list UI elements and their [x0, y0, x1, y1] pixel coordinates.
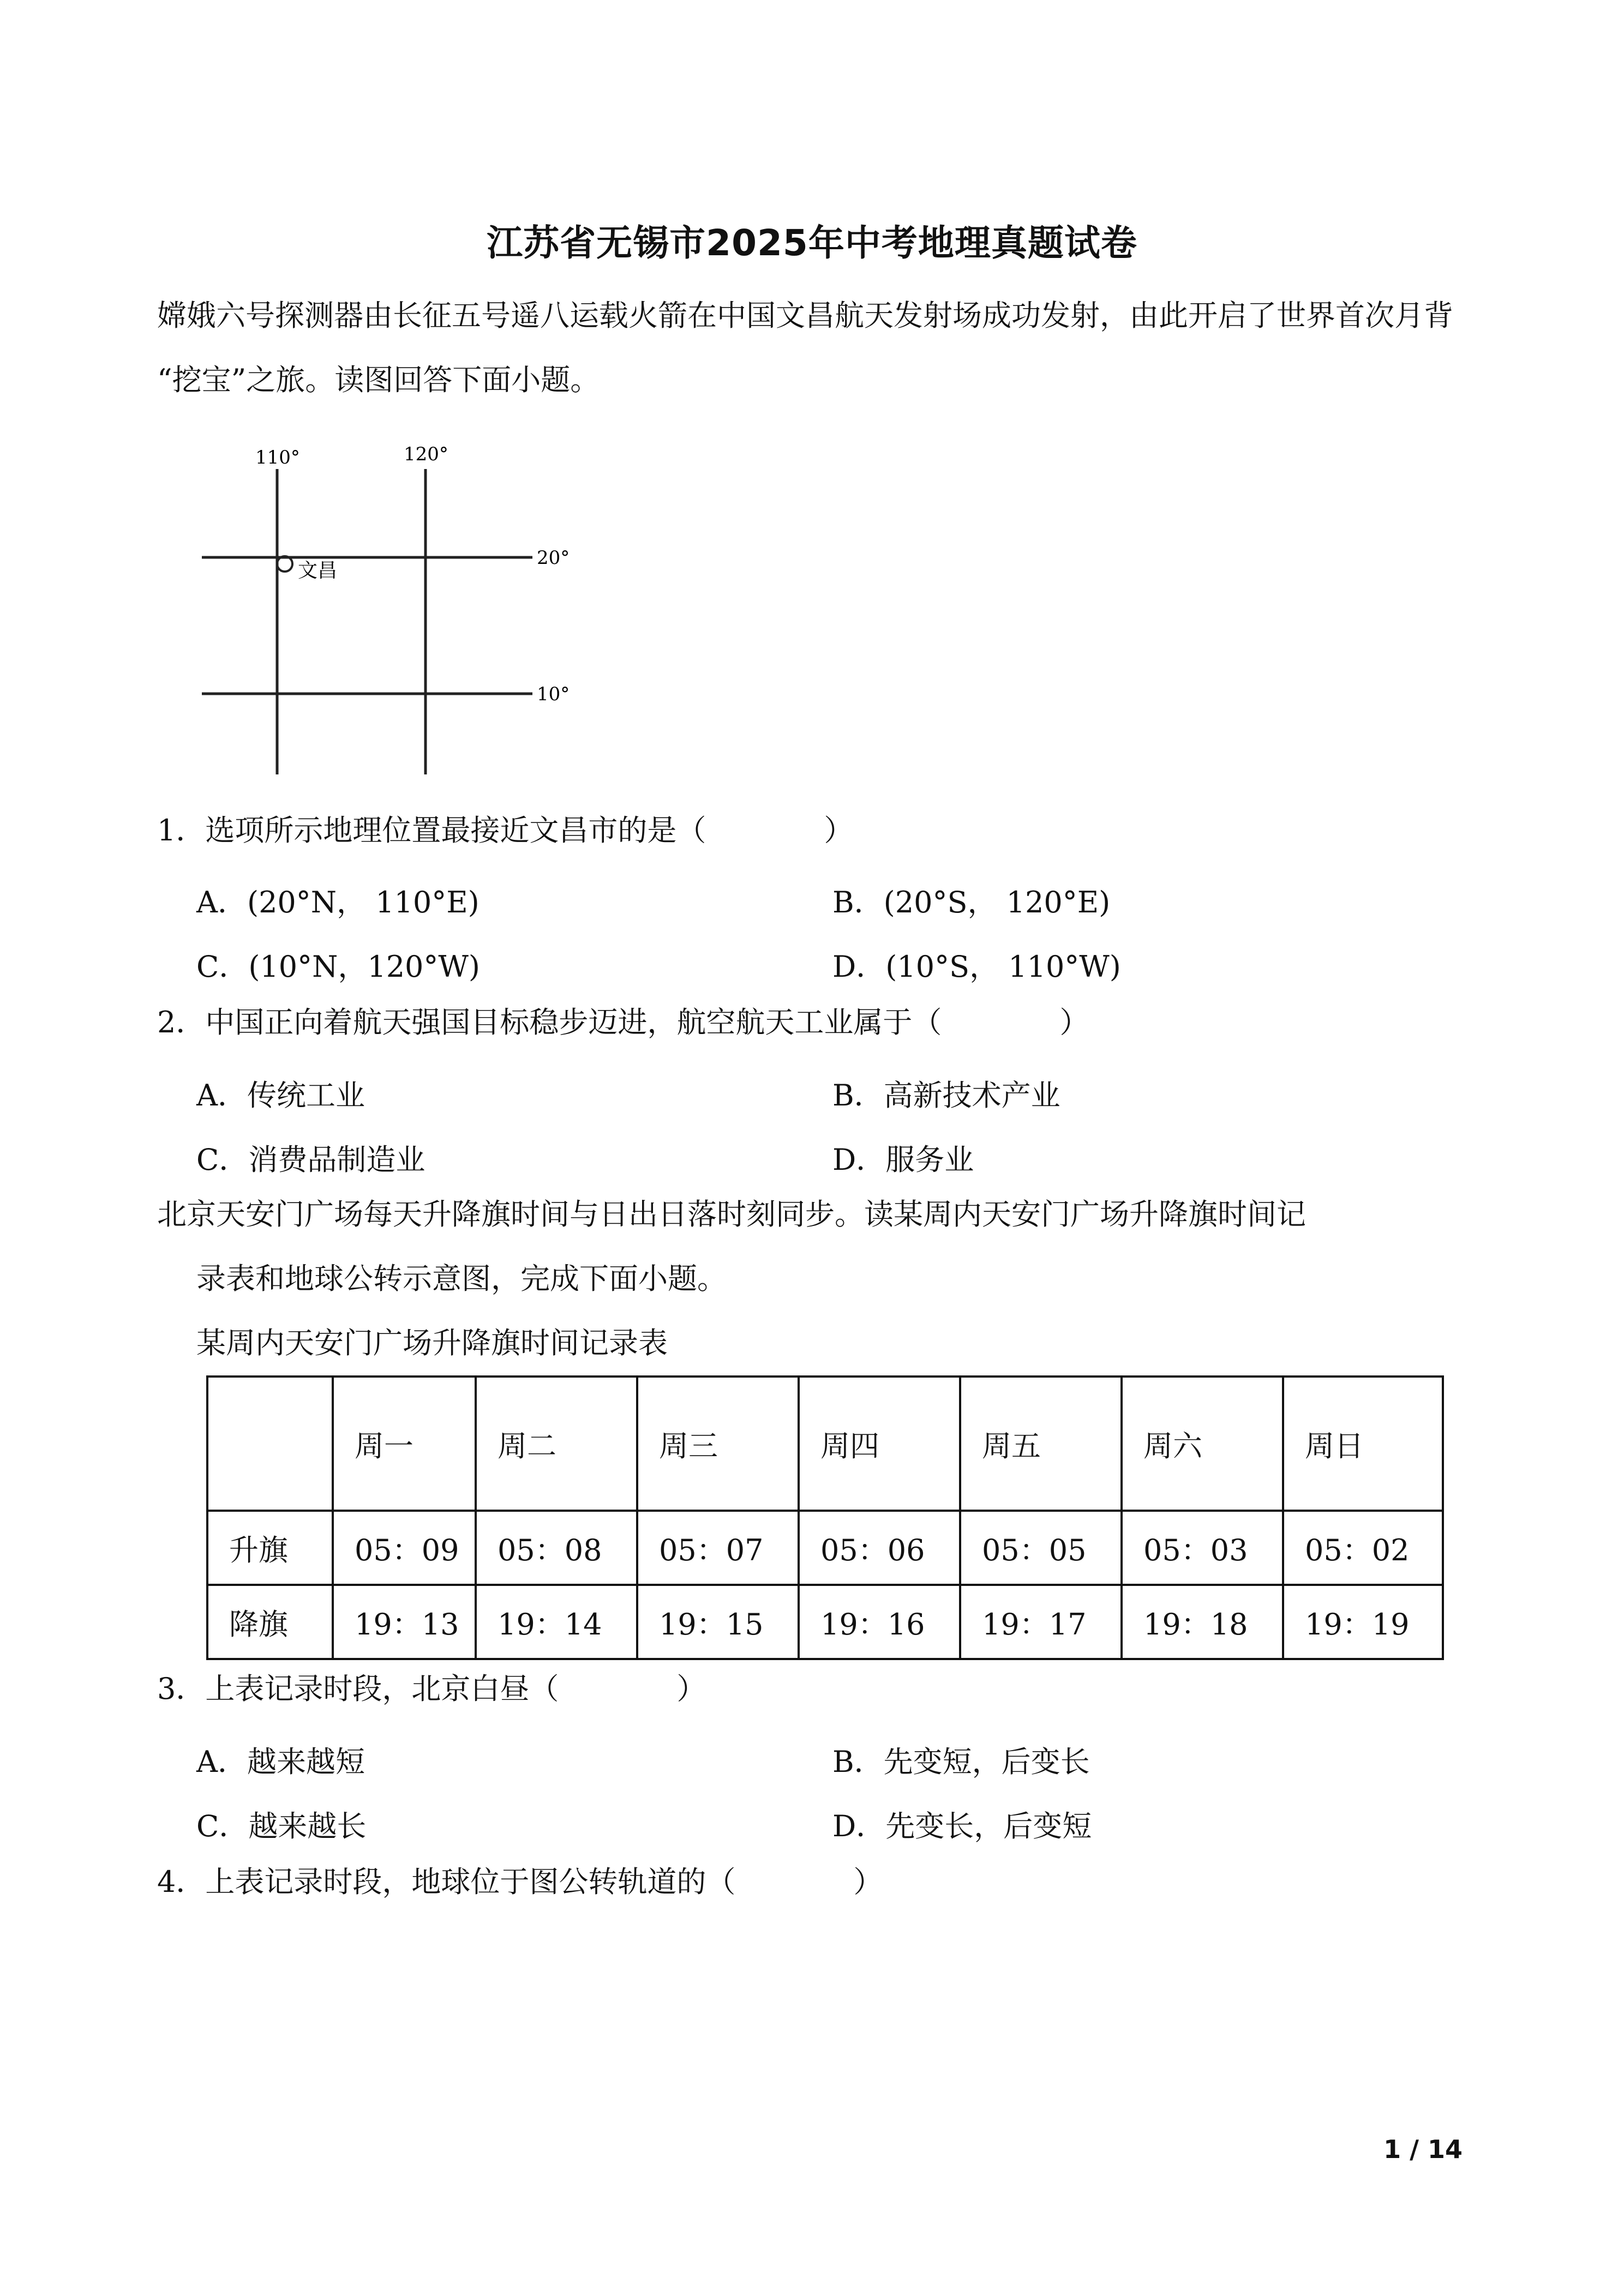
table-cell: 05：05: [960, 1511, 1122, 1585]
q2-stem: 2．中国正向着航天强国目标稳步迈进，航空航天工业属于（ ）: [157, 1005, 1089, 1039]
lon-120-label: 120°: [404, 443, 448, 465]
lon-110-label: 110°: [255, 447, 300, 468]
q1-stem: 1．选项所示地理位置最接近文昌市的是（ ）: [157, 813, 854, 848]
page-title: 江苏省无锡市2025年中考地理真题试卷: [487, 222, 1137, 264]
city-label: 文昌: [298, 560, 338, 582]
wenchang-map: [185, 436, 589, 785]
q1-option-d: D．(10°S， 110°W): [832, 949, 1121, 984]
table-cell: 05：03: [1122, 1511, 1283, 1585]
table-cell: 19：19: [1283, 1585, 1443, 1659]
table-header-cell: [207, 1377, 333, 1511]
q3-stem: 3．上表记录时段，北京白昼（ ）: [157, 1672, 706, 1706]
q4-stem: 4．上表记录时段，地球位于图公转轨道的（ ）: [157, 1865, 883, 1899]
table-header-cell: 周一: [333, 1377, 476, 1511]
table-cell: 19：15: [637, 1585, 799, 1659]
table-header-cell: 周日: [1283, 1377, 1443, 1511]
table-cell: 05：06: [799, 1511, 960, 1585]
lat-10-label: 10°: [537, 683, 570, 705]
intro2-line2: 录表和地球公转示意图，完成下面小题。: [196, 1261, 727, 1296]
table-cell: 19：14: [476, 1585, 637, 1659]
table-header-row: [207, 1377, 1443, 1511]
table-caption: 某周内天安门广场升降旗时间记录表: [196, 1326, 668, 1360]
table-cell: 19：13: [333, 1585, 476, 1659]
q1-option-b: B．(20°S， 120°E): [832, 885, 1111, 919]
q2-option-d: D．服务业: [832, 1143, 974, 1177]
table-cell: 19：16: [799, 1585, 960, 1659]
q1-option-c: C．(10°N，120°W): [196, 949, 480, 984]
lat-20-label: 20°: [537, 547, 570, 569]
q2-option-a: A．传统工业: [196, 1078, 365, 1113]
q3-option-a: A．越来越短: [196, 1745, 365, 1779]
table-header-cell: 周六: [1122, 1377, 1283, 1511]
q2-option-c: C．消费品制造业: [196, 1143, 426, 1177]
table-row-lower: [207, 1585, 1443, 1659]
row-label: 升旗: [207, 1511, 333, 1585]
table-row-raise: [207, 1511, 1443, 1585]
table-cell: 19：18: [1122, 1585, 1283, 1659]
row-label: 降旗: [207, 1585, 333, 1659]
q1-option-a: A．(20°N， 110°E): [196, 885, 480, 919]
table-header-cell: 周四: [799, 1377, 960, 1511]
table-cell: 05：02: [1283, 1511, 1443, 1585]
page-number: 1 / 14: [1383, 2135, 1463, 2164]
table-header-cell: 周五: [960, 1377, 1122, 1511]
table-header-cell: 周二: [476, 1377, 637, 1511]
flag-time-table: [206, 1375, 1444, 1660]
intro2-line1: 北京天安门广场每天升降旗时间与日出日落时刻同步。读某周内天安门广场升降旗时间记: [157, 1197, 1306, 1231]
table-cell: 05：08: [476, 1511, 637, 1585]
table-cell: 05：09: [333, 1511, 476, 1585]
table-header-cell: 周三: [637, 1377, 799, 1511]
table-cell: 19：17: [960, 1585, 1122, 1659]
q3-option-b: B．先变短，后变长: [832, 1745, 1090, 1779]
intro1-line2: “挖宝”之旅。读图回答下面小题。: [157, 363, 600, 397]
table-cell: 05：07: [637, 1511, 799, 1585]
q3-option-c: C．越来越长: [196, 1809, 367, 1843]
q2-option-b: B．高新技术产业: [832, 1078, 1060, 1113]
q3-option-d: D．先变长，后变短: [832, 1809, 1092, 1843]
intro1-line1: 嫦娥六号探测器由长征五号遥八运载火箭在中国文昌航天发射场成功发射，由此开启了世界首次月背: [157, 298, 1453, 333]
